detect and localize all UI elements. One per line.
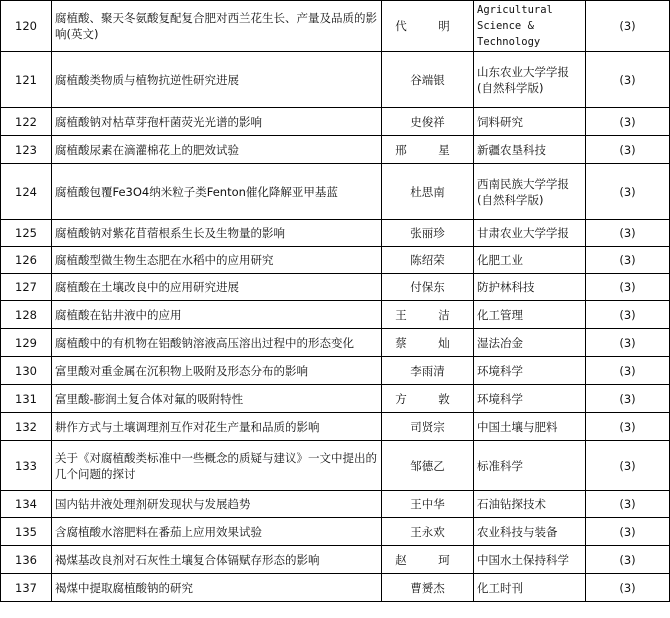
table-row: [1, 329, 670, 357]
paper-title: 腐植酸类物质与植物抗逆性研究进展: [52, 52, 382, 108]
author-name: 陈绍荣: [382, 247, 474, 274]
journal-level: (3): [586, 274, 670, 301]
author-name: 李雨清: [382, 357, 474, 385]
row-number: 132: [1, 413, 52, 441]
table-row: [1, 247, 670, 274]
author-name: 方 敦: [382, 385, 474, 413]
journal-name: 农业科技与装备: [474, 518, 586, 546]
journal-name: 石油钻探技术: [474, 491, 586, 518]
paper-title: 腐植酸尿素在滴灌棉花上的肥效试验: [52, 136, 382, 164]
row-number: 126: [1, 247, 52, 274]
table-row: [1, 385, 670, 413]
table-row: [1, 274, 670, 301]
row-number: 128: [1, 301, 52, 329]
row-number: 134: [1, 491, 52, 518]
paper-title: 国内钻井液处理剂研发现状与发展趋势: [52, 491, 382, 518]
journal-name: 西南民族大学学报(自然科学版): [474, 164, 586, 220]
author-name: 张丽珍: [382, 220, 474, 247]
journal-level: (3): [586, 357, 670, 385]
table-row: [1, 164, 670, 220]
journal-name: 化工管理: [474, 301, 586, 329]
table-row: [1, 574, 670, 602]
paper-title: 含腐植酸水溶肥料在番茄上应用效果试验: [52, 518, 382, 546]
row-number: 133: [1, 441, 52, 491]
journal-name: 山东农业大学学报(自然科学版): [474, 52, 586, 108]
author-name: 蔡 灿: [382, 329, 474, 357]
journal-name: 湿法冶金: [474, 329, 586, 357]
journal-level: (3): [586, 301, 670, 329]
journal-level: (3): [586, 164, 670, 220]
row-number: 136: [1, 546, 52, 574]
journal-name: 环境科学: [474, 357, 586, 385]
author-name: 赵 珂: [382, 546, 474, 574]
paper-title: 腐植酸型微生物生态肥在水稻中的应用研究: [52, 247, 382, 274]
journal-name: 甘肃农业大学学报: [474, 220, 586, 247]
author-name: 王中华: [382, 491, 474, 518]
journal-name: 中国土壤与肥料: [474, 413, 586, 441]
journal-level: (3): [586, 518, 670, 546]
table-row: [1, 518, 670, 546]
paper-title: 腐植酸钠对枯草芽孢杆菌荧光光谱的影响: [52, 108, 382, 136]
paper-title: 富里酸-膨润土复合体对氟的吸附特性: [52, 385, 382, 413]
row-number: 137: [1, 574, 52, 602]
row-number: 127: [1, 274, 52, 301]
table-row: [1, 1, 670, 52]
paper-title: 腐植酸在钻井液中的应用: [52, 301, 382, 329]
paper-title: 富里酸对重金属在沉积物上吸附及形态分布的影响: [52, 357, 382, 385]
journal-level: (3): [586, 546, 670, 574]
row-number: 135: [1, 518, 52, 546]
journal-name: 新疆农垦科技: [474, 136, 586, 164]
journal-level: (3): [586, 247, 670, 274]
table-row: [1, 301, 670, 329]
paper-title: 关于《对腐植酸类标准中一些概念的质疑与建议》一文中提出的几个问题的探讨: [52, 441, 382, 491]
author-name: 王永欢: [382, 518, 474, 546]
row-number: 129: [1, 329, 52, 357]
table-row: [1, 52, 670, 108]
journal-name: 化工时刊: [474, 574, 586, 602]
author-name: 邹德乙: [382, 441, 474, 491]
journal-name: 环境科学: [474, 385, 586, 413]
author-name: 王 洁: [382, 301, 474, 329]
journal-level: (3): [586, 136, 670, 164]
paper-title: 腐植酸在土壤改良中的应用研究进展: [52, 274, 382, 301]
table-row: [1, 357, 670, 385]
table-row: [1, 441, 670, 491]
table-row: [1, 108, 670, 136]
author-name: 付保东: [382, 274, 474, 301]
journal-level: (3): [586, 52, 670, 108]
author-name: 司贤宗: [382, 413, 474, 441]
table-row: [1, 413, 670, 441]
journal-name: 防护林科技: [474, 274, 586, 301]
row-number: 125: [1, 220, 52, 247]
paper-title: 腐植酸中的有机物在铝酸钠溶液高压溶出过程中的形态变化: [52, 329, 382, 357]
author-name: 杜思南: [382, 164, 474, 220]
author-name: 史俊祥: [382, 108, 474, 136]
author-name: 曹赟杰: [382, 574, 474, 602]
row-number: 122: [1, 108, 52, 136]
journal-level: (3): [586, 413, 670, 441]
row-number: 121: [1, 52, 52, 108]
row-number: 124: [1, 164, 52, 220]
journal-level: (3): [586, 574, 670, 602]
journal-level: (3): [586, 108, 670, 136]
paper-title: 腐植酸包覆Fe3O4纳米粒子类Fenton催化降解亚甲基蓝: [52, 164, 382, 220]
journal-level: (3): [586, 329, 670, 357]
paper-title: 腐植酸钠对紫花苜蓿根系生长及生物量的影响: [52, 220, 382, 247]
journal-name: 饲料研究: [474, 108, 586, 136]
journal-name: Agricultural Science & Technology: [474, 1, 586, 52]
row-number: 123: [1, 136, 52, 164]
author-name: 谷端银: [382, 52, 474, 108]
paper-title: 耕作方式与土壤调理剂互作对花生产量和品质的影响: [52, 413, 382, 441]
journal-level: (3): [586, 491, 670, 518]
journal-level: (3): [586, 441, 670, 491]
journal-level: (3): [586, 1, 670, 52]
author-name: 邢 星: [382, 136, 474, 164]
table-row: [1, 220, 670, 247]
table-row: [1, 491, 670, 518]
paper-title: 褐煤基改良剂对石灰性土壤复合体镉赋存形态的影响: [52, 546, 382, 574]
row-number: 130: [1, 357, 52, 385]
row-number: 131: [1, 385, 52, 413]
paper-title: 腐植酸、聚天冬氨酸复配复合肥对西兰花生长、产量及品质的影响(英文): [52, 1, 382, 52]
journal-name: 中国水土保持科学: [474, 546, 586, 574]
table-row: [1, 546, 670, 574]
journal-level: (3): [586, 220, 670, 247]
journal-name: 标准科学: [474, 441, 586, 491]
journal-name: 化肥工业: [474, 247, 586, 274]
journal-level: (3): [586, 385, 670, 413]
author-name: 代 明: [382, 1, 474, 52]
table-row: [1, 136, 670, 164]
row-number: 120: [1, 1, 52, 52]
paper-title: 褐煤中提取腐植酸钠的研究: [52, 574, 382, 602]
